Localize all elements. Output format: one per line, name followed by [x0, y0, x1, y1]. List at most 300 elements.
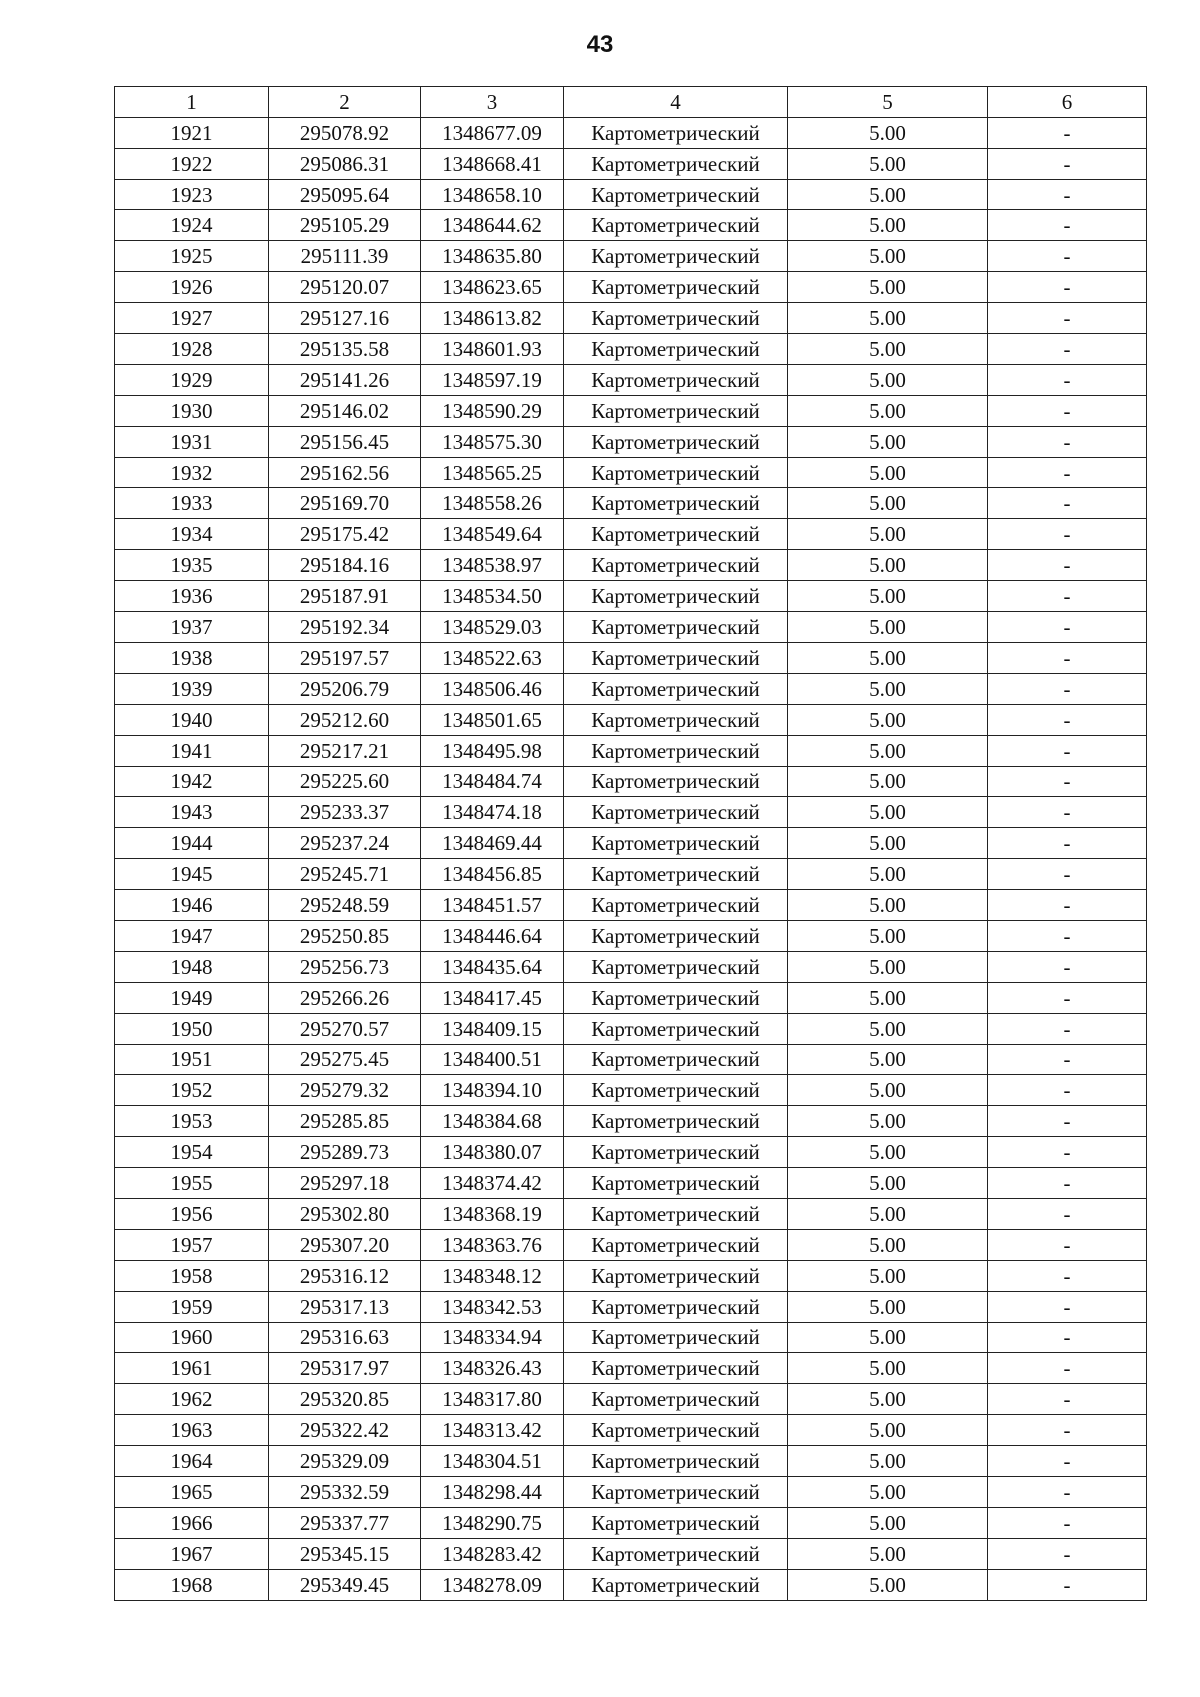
- y-coordinate-cell: 1348363.76: [421, 1229, 564, 1260]
- accuracy-cell: 5.00: [788, 1446, 988, 1477]
- method-cell: Картометрический: [564, 1384, 788, 1415]
- note-cell: -: [988, 1106, 1147, 1137]
- accuracy-cell: 5.00: [788, 1476, 988, 1507]
- table-row: [115, 581, 1147, 612]
- table-row: [115, 519, 1147, 550]
- x-coordinate-cell: 295146.02: [269, 395, 421, 426]
- table-header: [115, 87, 1147, 118]
- y-coordinate-cell: 1348658.10: [421, 179, 564, 210]
- note-cell: -: [988, 488, 1147, 519]
- method-cell: Картометрический: [564, 1229, 788, 1260]
- y-coordinate-cell: 1348668.41: [421, 148, 564, 179]
- y-coordinate-cell: 1348601.93: [421, 334, 564, 365]
- table-row: [115, 1229, 1147, 1260]
- method-cell: Картометрический: [564, 859, 788, 890]
- table-row: [115, 1538, 1147, 1569]
- note-cell: -: [988, 704, 1147, 735]
- method-cell: Картометрический: [564, 704, 788, 735]
- y-coordinate-cell: 1348590.29: [421, 395, 564, 426]
- note-cell: -: [988, 1075, 1147, 1106]
- y-coordinate-cell: 1348522.63: [421, 642, 564, 673]
- point-number-cell: 1950: [115, 1013, 269, 1044]
- x-coordinate-cell: 295256.73: [269, 951, 421, 982]
- y-coordinate-cell: 1348623.65: [421, 272, 564, 303]
- method-cell: Картометрический: [564, 1044, 788, 1075]
- y-coordinate-cell: 1348417.45: [421, 982, 564, 1013]
- note-cell: -: [988, 797, 1147, 828]
- accuracy-cell: 5.00: [788, 951, 988, 982]
- y-coordinate-cell: 1348298.44: [421, 1476, 564, 1507]
- accuracy-cell: 5.00: [788, 1229, 988, 1260]
- point-number-cell: 1944: [115, 828, 269, 859]
- table-row: [115, 673, 1147, 704]
- accuracy-cell: 5.00: [788, 457, 988, 488]
- x-coordinate-cell: 295279.32: [269, 1075, 421, 1106]
- table-row: [115, 704, 1147, 735]
- method-cell: Картометрический: [564, 1198, 788, 1229]
- note-cell: -: [988, 395, 1147, 426]
- accuracy-cell: 5.00: [788, 334, 988, 365]
- note-cell: -: [988, 612, 1147, 643]
- table-row: [115, 1260, 1147, 1291]
- table-row: [115, 982, 1147, 1013]
- accuracy-cell: 5.00: [788, 982, 988, 1013]
- note-cell: -: [988, 1137, 1147, 1168]
- x-coordinate-cell: 295184.16: [269, 550, 421, 581]
- accuracy-cell: 5.00: [788, 210, 988, 241]
- table-row: [115, 890, 1147, 921]
- accuracy-cell: 5.00: [788, 859, 988, 890]
- y-coordinate-cell: 1348368.19: [421, 1198, 564, 1229]
- method-cell: Картометрический: [564, 117, 788, 148]
- note-cell: -: [988, 859, 1147, 890]
- note-cell: -: [988, 1507, 1147, 1538]
- x-coordinate-cell: 295297.18: [269, 1168, 421, 1199]
- table-row: [115, 1476, 1147, 1507]
- x-coordinate-cell: 295175.42: [269, 519, 421, 550]
- point-number-cell: 1953: [115, 1106, 269, 1137]
- table-row: [115, 241, 1147, 272]
- x-coordinate-cell: 295289.73: [269, 1137, 421, 1168]
- x-coordinate-cell: 295217.21: [269, 735, 421, 766]
- note-cell: -: [988, 735, 1147, 766]
- table-row: [115, 1198, 1147, 1229]
- accuracy-cell: 5.00: [788, 1168, 988, 1199]
- method-cell: Картометрический: [564, 395, 788, 426]
- method-cell: Картометрический: [564, 364, 788, 395]
- table-row: [115, 951, 1147, 982]
- column-header: 6: [988, 87, 1147, 118]
- accuracy-cell: 5.00: [788, 704, 988, 735]
- method-cell: Картометрический: [564, 828, 788, 859]
- accuracy-cell: 5.00: [788, 920, 988, 951]
- point-number-cell: 1945: [115, 859, 269, 890]
- method-cell: Картометрический: [564, 1353, 788, 1384]
- table-row: [115, 828, 1147, 859]
- x-coordinate-cell: 295322.42: [269, 1415, 421, 1446]
- note-cell: -: [988, 1353, 1147, 1384]
- x-coordinate-cell: 295212.60: [269, 704, 421, 735]
- accuracy-cell: 5.00: [788, 395, 988, 426]
- note-cell: -: [988, 1476, 1147, 1507]
- y-coordinate-cell: 1348400.51: [421, 1044, 564, 1075]
- table-row: [115, 1322, 1147, 1353]
- column-header: 2: [269, 87, 421, 118]
- method-cell: Картометрический: [564, 488, 788, 519]
- method-cell: Картометрический: [564, 1260, 788, 1291]
- y-coordinate-cell: 1348474.18: [421, 797, 564, 828]
- point-number-cell: 1938: [115, 642, 269, 673]
- table-row: [115, 1384, 1147, 1415]
- x-coordinate-cell: 295307.20: [269, 1229, 421, 1260]
- accuracy-cell: 5.00: [788, 364, 988, 395]
- column-header: 5: [788, 87, 988, 118]
- point-number-cell: 1941: [115, 735, 269, 766]
- point-number-cell: 1939: [115, 673, 269, 704]
- method-cell: Картометрический: [564, 241, 788, 272]
- note-cell: -: [988, 272, 1147, 303]
- point-number-cell: 1935: [115, 550, 269, 581]
- point-number-cell: 1961: [115, 1353, 269, 1384]
- note-cell: -: [988, 828, 1147, 859]
- point-number-cell: 1927: [115, 303, 269, 334]
- accuracy-cell: 5.00: [788, 673, 988, 704]
- note-cell: -: [988, 951, 1147, 982]
- point-number-cell: 1937: [115, 612, 269, 643]
- point-number-cell: 1959: [115, 1291, 269, 1322]
- accuracy-cell: 5.00: [788, 1322, 988, 1353]
- accuracy-cell: 5.00: [788, 272, 988, 303]
- y-coordinate-cell: 1348644.62: [421, 210, 564, 241]
- point-number-cell: 1928: [115, 334, 269, 365]
- accuracy-cell: 5.00: [788, 488, 988, 519]
- point-number-cell: 1936: [115, 581, 269, 612]
- method-cell: Картометрический: [564, 148, 788, 179]
- point-number-cell: 1921: [115, 117, 269, 148]
- table-row: [115, 303, 1147, 334]
- accuracy-cell: 5.00: [788, 735, 988, 766]
- point-number-cell: 1967: [115, 1538, 269, 1569]
- point-number-cell: 1947: [115, 920, 269, 951]
- table-row: [115, 859, 1147, 890]
- method-cell: Картометрический: [564, 982, 788, 1013]
- table-row: [115, 1507, 1147, 1538]
- column-header: 1: [115, 87, 269, 118]
- method-cell: Картометрический: [564, 1538, 788, 1569]
- y-coordinate-cell: 1348529.03: [421, 612, 564, 643]
- table-row: [115, 1106, 1147, 1137]
- x-coordinate-cell: 295233.37: [269, 797, 421, 828]
- y-coordinate-cell: 1348549.64: [421, 519, 564, 550]
- table-row: [115, 612, 1147, 643]
- x-coordinate-cell: 295111.39: [269, 241, 421, 272]
- point-number-cell: 1930: [115, 395, 269, 426]
- table-row: [115, 1353, 1147, 1384]
- table-row: [115, 920, 1147, 951]
- method-cell: Картометрический: [564, 1075, 788, 1106]
- x-coordinate-cell: 295206.79: [269, 673, 421, 704]
- point-number-cell: 1951: [115, 1044, 269, 1075]
- accuracy-cell: 5.00: [788, 797, 988, 828]
- column-header: 4: [564, 87, 788, 118]
- point-number-cell: 1955: [115, 1168, 269, 1199]
- note-cell: -: [988, 364, 1147, 395]
- x-coordinate-cell: 295332.59: [269, 1476, 421, 1507]
- y-coordinate-cell: 1348380.07: [421, 1137, 564, 1168]
- note-cell: -: [988, 920, 1147, 951]
- coordinates-table: [114, 86, 1147, 1601]
- method-cell: Картометрический: [564, 797, 788, 828]
- accuracy-cell: 5.00: [788, 519, 988, 550]
- accuracy-cell: 5.00: [788, 1415, 988, 1446]
- point-number-cell: 1965: [115, 1476, 269, 1507]
- table-row: [115, 766, 1147, 797]
- method-cell: Картометрический: [564, 612, 788, 643]
- x-coordinate-cell: 295197.57: [269, 642, 421, 673]
- accuracy-cell: 5.00: [788, 581, 988, 612]
- note-cell: -: [988, 1384, 1147, 1415]
- accuracy-cell: 5.00: [788, 1384, 988, 1415]
- point-number-cell: 1931: [115, 426, 269, 457]
- method-cell: Картометрический: [564, 550, 788, 581]
- point-number-cell: 1933: [115, 488, 269, 519]
- x-coordinate-cell: 295266.26: [269, 982, 421, 1013]
- y-coordinate-cell: 1348538.97: [421, 550, 564, 581]
- note-cell: -: [988, 241, 1147, 272]
- table-row: [115, 210, 1147, 241]
- x-coordinate-cell: 295120.07: [269, 272, 421, 303]
- method-cell: Картометрический: [564, 1291, 788, 1322]
- point-number-cell: 1952: [115, 1075, 269, 1106]
- accuracy-cell: 5.00: [788, 426, 988, 457]
- note-cell: -: [988, 1013, 1147, 1044]
- accuracy-cell: 5.00: [788, 1569, 988, 1600]
- method-cell: Картометрический: [564, 1322, 788, 1353]
- y-coordinate-cell: 1348677.09: [421, 117, 564, 148]
- y-coordinate-cell: 1348534.50: [421, 581, 564, 612]
- point-number-cell: 1949: [115, 982, 269, 1013]
- accuracy-cell: 5.00: [788, 1013, 988, 1044]
- note-cell: -: [988, 179, 1147, 210]
- table-row: [115, 1569, 1147, 1600]
- x-coordinate-cell: 295345.15: [269, 1538, 421, 1569]
- accuracy-cell: 5.00: [788, 1137, 988, 1168]
- note-cell: -: [988, 1229, 1147, 1260]
- note-cell: -: [988, 673, 1147, 704]
- table-row: [115, 395, 1147, 426]
- note-cell: -: [988, 519, 1147, 550]
- note-cell: -: [988, 1168, 1147, 1199]
- y-coordinate-cell: 1348565.25: [421, 457, 564, 488]
- x-coordinate-cell: 295275.45: [269, 1044, 421, 1075]
- point-number-cell: 1963: [115, 1415, 269, 1446]
- y-coordinate-cell: 1348317.80: [421, 1384, 564, 1415]
- accuracy-cell: 5.00: [788, 1106, 988, 1137]
- method-cell: Картометрический: [564, 735, 788, 766]
- point-number-cell: 1932: [115, 457, 269, 488]
- note-cell: -: [988, 1260, 1147, 1291]
- y-coordinate-cell: 1348278.09: [421, 1569, 564, 1600]
- method-cell: Картометрический: [564, 210, 788, 241]
- table-row: [115, 1415, 1147, 1446]
- method-cell: Картометрический: [564, 457, 788, 488]
- accuracy-cell: 5.00: [788, 1198, 988, 1229]
- method-cell: Картометрический: [564, 1507, 788, 1538]
- point-number-cell: 1956: [115, 1198, 269, 1229]
- table-row: [115, 1291, 1147, 1322]
- y-coordinate-cell: 1348495.98: [421, 735, 564, 766]
- x-coordinate-cell: 295302.80: [269, 1198, 421, 1229]
- accuracy-cell: 5.00: [788, 828, 988, 859]
- method-cell: Картометрический: [564, 1446, 788, 1477]
- y-coordinate-cell: 1348469.44: [421, 828, 564, 859]
- method-cell: Картометрический: [564, 1569, 788, 1600]
- y-coordinate-cell: 1348409.15: [421, 1013, 564, 1044]
- y-coordinate-cell: 1348451.57: [421, 890, 564, 921]
- x-coordinate-cell: 295270.57: [269, 1013, 421, 1044]
- point-number-cell: 1923: [115, 179, 269, 210]
- x-coordinate-cell: 295349.45: [269, 1569, 421, 1600]
- point-number-cell: 1926: [115, 272, 269, 303]
- table-row: [115, 272, 1147, 303]
- table-row: [115, 179, 1147, 210]
- x-coordinate-cell: 295141.26: [269, 364, 421, 395]
- y-coordinate-cell: 1348456.85: [421, 859, 564, 890]
- note-cell: -: [988, 550, 1147, 581]
- accuracy-cell: 5.00: [788, 179, 988, 210]
- method-cell: Картометрический: [564, 426, 788, 457]
- method-cell: Картометрический: [564, 1013, 788, 1044]
- accuracy-cell: 5.00: [788, 642, 988, 673]
- note-cell: -: [988, 334, 1147, 365]
- accuracy-cell: 5.00: [788, 890, 988, 921]
- method-cell: Картометрический: [564, 1106, 788, 1137]
- x-coordinate-cell: 295078.92: [269, 117, 421, 148]
- point-number-cell: 1966: [115, 1507, 269, 1538]
- table-row: [115, 148, 1147, 179]
- y-coordinate-cell: 1348484.74: [421, 766, 564, 797]
- note-cell: -: [988, 426, 1147, 457]
- x-coordinate-cell: 295095.64: [269, 179, 421, 210]
- y-coordinate-cell: 1348283.42: [421, 1538, 564, 1569]
- point-number-cell: 1958: [115, 1260, 269, 1291]
- method-cell: Картометрический: [564, 1168, 788, 1199]
- x-coordinate-cell: 295225.60: [269, 766, 421, 797]
- x-coordinate-cell: 295237.24: [269, 828, 421, 859]
- y-coordinate-cell: 1348501.65: [421, 704, 564, 735]
- note-cell: -: [988, 982, 1147, 1013]
- table-row: [115, 334, 1147, 365]
- table-row: [115, 1446, 1147, 1477]
- point-number-cell: 1925: [115, 241, 269, 272]
- accuracy-cell: 5.00: [788, 550, 988, 581]
- point-number-cell: 1964: [115, 1446, 269, 1477]
- x-coordinate-cell: 295135.58: [269, 334, 421, 365]
- table-row: [115, 426, 1147, 457]
- method-cell: Картометрический: [564, 334, 788, 365]
- accuracy-cell: 5.00: [788, 117, 988, 148]
- point-number-cell: 1960: [115, 1322, 269, 1353]
- note-cell: -: [988, 117, 1147, 148]
- table-row: [115, 735, 1147, 766]
- table-body: [115, 117, 1147, 1600]
- point-number-cell: 1940: [115, 704, 269, 735]
- note-cell: -: [988, 1538, 1147, 1569]
- method-cell: Картометрический: [564, 1415, 788, 1446]
- method-cell: Картометрический: [564, 179, 788, 210]
- header-row: [115, 87, 1147, 118]
- x-coordinate-cell: 295317.97: [269, 1353, 421, 1384]
- table-row: [115, 457, 1147, 488]
- method-cell: Картометрический: [564, 519, 788, 550]
- note-cell: -: [988, 210, 1147, 241]
- x-coordinate-cell: 295316.63: [269, 1322, 421, 1353]
- table-row: [115, 1137, 1147, 1168]
- y-coordinate-cell: 1348374.42: [421, 1168, 564, 1199]
- note-cell: -: [988, 1415, 1147, 1446]
- x-coordinate-cell: 295316.12: [269, 1260, 421, 1291]
- y-coordinate-cell: 1348313.42: [421, 1415, 564, 1446]
- accuracy-cell: 5.00: [788, 612, 988, 643]
- note-cell: -: [988, 1569, 1147, 1600]
- table-row: [115, 550, 1147, 581]
- point-number-cell: 1957: [115, 1229, 269, 1260]
- point-number-cell: 1934: [115, 519, 269, 550]
- accuracy-cell: 5.00: [788, 766, 988, 797]
- table-row: [115, 642, 1147, 673]
- y-coordinate-cell: 1348348.12: [421, 1260, 564, 1291]
- y-coordinate-cell: 1348334.94: [421, 1322, 564, 1353]
- x-coordinate-cell: 295317.13: [269, 1291, 421, 1322]
- x-coordinate-cell: 295127.16: [269, 303, 421, 334]
- method-cell: Картометрический: [564, 920, 788, 951]
- x-coordinate-cell: 295187.91: [269, 581, 421, 612]
- x-coordinate-cell: 295162.56: [269, 457, 421, 488]
- y-coordinate-cell: 1348326.43: [421, 1353, 564, 1384]
- x-coordinate-cell: 295337.77: [269, 1507, 421, 1538]
- y-coordinate-cell: 1348384.68: [421, 1106, 564, 1137]
- x-coordinate-cell: 295285.85: [269, 1106, 421, 1137]
- note-cell: -: [988, 1044, 1147, 1075]
- point-number-cell: 1946: [115, 890, 269, 921]
- accuracy-cell: 5.00: [788, 1538, 988, 1569]
- accuracy-cell: 5.00: [788, 1044, 988, 1075]
- table-row: [115, 117, 1147, 148]
- point-number-cell: 1922: [115, 148, 269, 179]
- x-coordinate-cell: 295245.71: [269, 859, 421, 890]
- note-cell: -: [988, 1322, 1147, 1353]
- y-coordinate-cell: 1348613.82: [421, 303, 564, 334]
- table-row: [115, 1044, 1147, 1075]
- accuracy-cell: 5.00: [788, 1507, 988, 1538]
- note-cell: -: [988, 148, 1147, 179]
- point-number-cell: 1954: [115, 1137, 269, 1168]
- y-coordinate-cell: 1348290.75: [421, 1507, 564, 1538]
- x-coordinate-cell: 295250.85: [269, 920, 421, 951]
- x-coordinate-cell: 295105.29: [269, 210, 421, 241]
- note-cell: -: [988, 766, 1147, 797]
- page-number: 43: [586, 31, 614, 58]
- y-coordinate-cell: 1348304.51: [421, 1446, 564, 1477]
- x-coordinate-cell: 295248.59: [269, 890, 421, 921]
- accuracy-cell: 5.00: [788, 1260, 988, 1291]
- table-row: [115, 797, 1147, 828]
- y-coordinate-cell: 1348394.10: [421, 1075, 564, 1106]
- method-cell: Картометрический: [564, 951, 788, 982]
- note-cell: -: [988, 303, 1147, 334]
- table-row: [115, 1168, 1147, 1199]
- method-cell: Картометрический: [564, 581, 788, 612]
